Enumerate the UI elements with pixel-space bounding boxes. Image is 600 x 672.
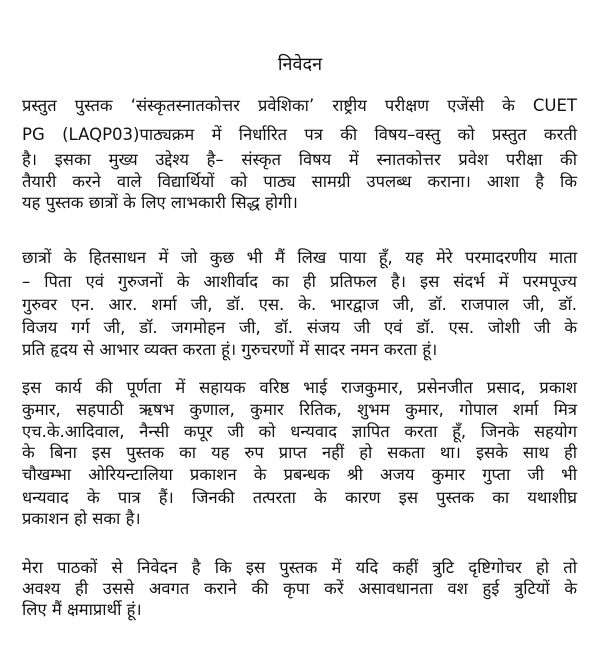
page-title: निवेदन <box>277 54 323 75</box>
text-line: गुरुवर एन. आर. शर्मा जी, डॉ. एस. के. भारद्वाज जी, डॉ. राजपाल जी, डॉ. <box>22 295 577 314</box>
text-line: धन्यवाद के पात्र हैं। जिनकी तत्परता के कारण इस पुस्तक का यथाशीघ्र <box>22 488 577 507</box>
text-line: विजय गर्ग जी, डॉ. जगमोहन जी, डॉ. संजय जी एवं डॉ. एस. जोशी जी के <box>22 318 577 337</box>
text-line: चौखम्भा ओरियन्टालिया प्रकाशन के प्रबन्धक श्री अजय कुमार गुप्ता जी भी <box>22 465 577 484</box>
text-line: – पिता एवं गुरुजनों के आशीर्वाद का ही प्रतिफल है। इस संदर्भ में परमपूज्य <box>22 272 577 291</box>
text-line: मेरा पाठकों से निवेदन है कि इस पुस्तक में यदि कहीं त्रुटि दृष्टिगोचर हो तो <box>22 558 577 577</box>
text-line: तैयारी करने वाले विद्यार्थियों को पाठ्य सामग्री उपलब्ध कराना। आशा है कि <box>22 172 577 191</box>
text-line: है। इसका मुख्य उद्देश्य है– संस्कृत विषय में स्नातकोत्तर प्रवेश परीक्षा की <box>22 150 577 169</box>
text-line: प्रस्तुत पुस्तक ‘संस्कृतस्नातकोत्तर प्रवेशिका’ राष्ट्रीय परीक्षण एजेंसी के CUET <box>22 96 577 115</box>
text-line: लिए मैं क्षमाप्रार्थी हूं। <box>22 600 142 619</box>
text-line: यह पुस्तक छात्रों के लिए लाभकारी सिद्ध होगी। <box>22 193 298 212</box>
text-line: छात्रों के हितसाधन में जो कुछ भी मैं लिख पाया हूँ, यह मेरे परमादरणीय माता <box>22 248 577 267</box>
text-line: एच.के.आदिवाल, नैन्सी कपूर जी को धन्यवाद ज्ञापित करता हूँ, जिनके सहयोग <box>22 422 577 441</box>
text-line: के बिना इस पुस्तक का यह रुप प्राप्त नहीं हो सकता था। इसके साथ ही <box>22 443 577 462</box>
text-line: अवश्य ही उससे अवगत कराने की कृपा करें असावधानता वश हुई त्रुटियों के <box>22 579 577 598</box>
text-line: PG (LAQP03)पाठ्यक्रम में निर्धारित पत्र की विषय–वस्तु को प्रस्तुत करती <box>22 125 577 144</box>
text-line: कुमार, सहपाठी ऋषभ कुणाल, कुमार रितिक, शुभम कुमार, गोपाल शर्मा मित्र <box>22 400 577 419</box>
text-line: प्रति हृदय से आभार व्यक्त करता हूं। गुरुचरणों में सादर नमन करता हूं। <box>22 340 438 359</box>
text-line: प्रकाशन हो सका है। <box>22 509 141 528</box>
text-line: इस कार्य की पूर्णता में सहायक वरिष्ठ भाई राजकुमार, प्रसेनजीत प्रसाद, प्रकाश <box>22 378 577 397</box>
